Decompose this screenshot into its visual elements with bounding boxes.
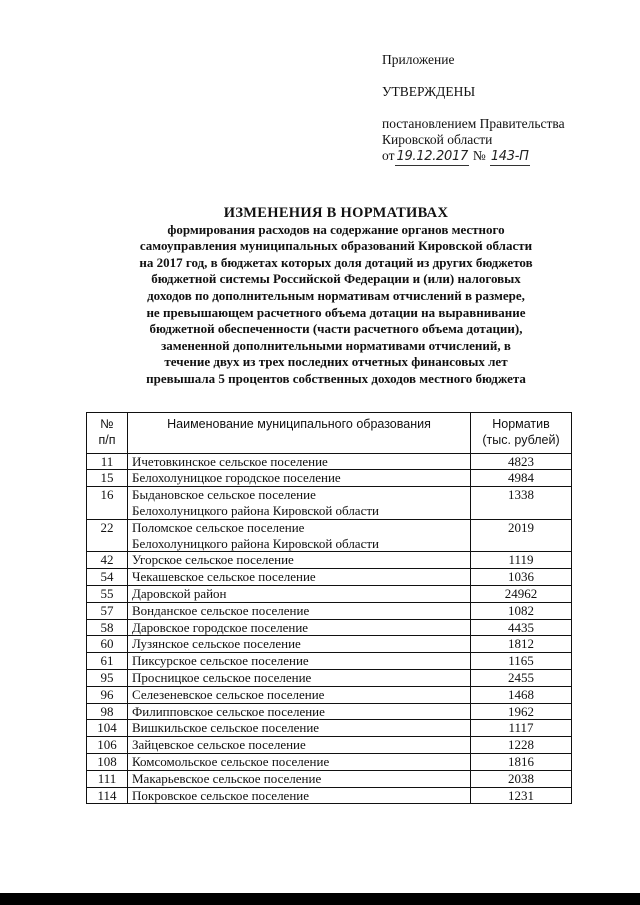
- handwritten-date: 19.12.2017: [396, 149, 468, 164]
- municipality-name: Чекашевское сельское поселение: [132, 569, 316, 585]
- document-heading: [60, 205, 612, 388]
- row-number: 11: [87, 453, 128, 470]
- heading-line: на 2017 год, в бюджетах которых доля дотаций из других бюджетов: [139, 254, 533, 270]
- heading-line: течение двух из трех последних отчетных финансовых лет: [164, 354, 508, 370]
- resolution-line-2: Кировской области: [382, 132, 493, 147]
- row-number: 58: [87, 619, 128, 636]
- municipality-name: Даровское городское поселение: [132, 619, 309, 635]
- heading-line: не превышающем расчетного объема дотации на выравнивание: [146, 304, 526, 320]
- municipality-name: Вонданское сельское поселение: [132, 602, 310, 618]
- table-row: [87, 487, 572, 520]
- heading-line: бюджетной системы Российской Федерации и (или) налоговых: [151, 271, 521, 287]
- municipality-name: Комсомольское сельское поселение: [132, 753, 330, 769]
- row-number: 15: [87, 470, 128, 487]
- row-number: 98: [87, 703, 128, 720]
- row-municipality: [128, 787, 471, 804]
- row-norm-value: 1962: [471, 703, 572, 720]
- row-municipality: [128, 569, 471, 586]
- municipality-name: Пиксурское сельское поселение: [132, 653, 309, 669]
- row-number: 114: [87, 787, 128, 804]
- row-municipality: [128, 602, 471, 619]
- table-row: [87, 737, 572, 754]
- row-number: 60: [87, 636, 128, 653]
- row-municipality: [128, 519, 471, 552]
- municipality-name: Филипповское сельское поселение: [132, 703, 325, 719]
- municipality-name: Ичетовкинское сельское поселение: [132, 453, 328, 469]
- row-norm-value: 1165: [471, 653, 572, 670]
- table-row: [87, 519, 572, 552]
- resolution-date-line: [382, 148, 632, 166]
- row-norm-value: 24962: [471, 585, 572, 602]
- table-row: [87, 585, 572, 602]
- row-municipality: [128, 453, 471, 470]
- municipality-name: Белохолуницкое городское поселение: [132, 470, 341, 486]
- row-norm-value: 1816: [471, 753, 572, 770]
- municipality-name: Зайцевское сельское поселение: [132, 737, 306, 753]
- row-norm-value: 1338: [471, 487, 572, 520]
- row-number: 61: [87, 653, 128, 670]
- approved-label: УТВЕРЖДЕНЫ: [382, 84, 476, 99]
- date-prefix: от: [382, 148, 395, 163]
- row-municipality: [128, 720, 471, 737]
- row-municipality: [128, 770, 471, 787]
- row-number: 111: [87, 770, 128, 787]
- row-municipality: [128, 669, 471, 686]
- table-row: [87, 470, 572, 487]
- row-norm-value: 2038: [471, 770, 572, 787]
- table-row: [87, 753, 572, 770]
- row-number: 54: [87, 569, 128, 586]
- row-norm-value: 4823: [471, 453, 572, 470]
- row-municipality: [128, 585, 471, 602]
- header-value: Норматив (тыс. рублей): [471, 413, 572, 454]
- appendix-label: Приложение: [382, 52, 455, 67]
- approval-block: [382, 52, 632, 166]
- municipality-name: Поломское сельское поселение: [132, 519, 305, 535]
- row-norm-value: 2455: [471, 669, 572, 686]
- row-number: 108: [87, 753, 128, 770]
- resolution-line-1: постановлением Правительства: [382, 116, 565, 131]
- heading-line: замененной дополнительными нормативами отчислений, в: [161, 337, 511, 353]
- row-norm-value: 1468: [471, 686, 572, 703]
- row-norm-value: 1117: [471, 720, 572, 737]
- municipality-name: Селезеневское сельское поселение: [132, 686, 325, 702]
- row-number: 96: [87, 686, 128, 703]
- heading-line: превышала 5 процентов собственных доходов местного бюджета: [146, 370, 526, 386]
- municipality-name: Макарьевское сельское поселение: [132, 770, 322, 786]
- row-norm-value: 1231: [471, 787, 572, 804]
- row-norm-value: 1036: [471, 569, 572, 586]
- municipality-name: Покровское сельское поселение: [132, 787, 310, 803]
- municipality-name: Просницкое сельское поселение: [132, 669, 312, 685]
- row-number: 22: [87, 519, 128, 552]
- table-row: [87, 787, 572, 804]
- table-row: [87, 602, 572, 619]
- scan-edge-bar: [0, 893, 640, 905]
- row-norm-value: 1082: [471, 602, 572, 619]
- table-row: [87, 703, 572, 720]
- table-row: [87, 653, 572, 670]
- number-prefix: №: [472, 148, 486, 163]
- row-number: 42: [87, 552, 128, 569]
- table-row: [87, 453, 572, 470]
- header-name: Наименование муниципального образования: [128, 413, 471, 454]
- table-row: [87, 636, 572, 653]
- table-row: [87, 720, 572, 737]
- row-norm-value: 2019: [471, 519, 572, 552]
- municipality-name: Лузянское сельское поселение: [132, 636, 301, 652]
- municipality-name: Угорское сельское поселение: [132, 552, 294, 568]
- row-number: 104: [87, 720, 128, 737]
- row-municipality: [128, 737, 471, 754]
- row-norm-value: 4984: [471, 470, 572, 487]
- row-number: 95: [87, 669, 128, 686]
- heading-line: формирования расходов на содержание органов местного: [167, 221, 505, 237]
- municipality-district: Белохолуницкого района Кировской области: [132, 535, 379, 551]
- row-norm-value: 1119: [471, 552, 572, 569]
- municipality-name: Даровской район: [132, 585, 227, 601]
- municipality-district: Белохолуницкого района Кировской области: [132, 502, 379, 518]
- table-row: [87, 569, 572, 586]
- row-number: 57: [87, 602, 128, 619]
- row-number: 16: [87, 487, 128, 520]
- table-row: [87, 552, 572, 569]
- row-municipality: [128, 703, 471, 720]
- table-row: [87, 686, 572, 703]
- table-row: [87, 619, 572, 636]
- row-norm-value: 1228: [471, 737, 572, 754]
- heading-line: бюджетной обеспеченности (части расчетного объема дотации),: [149, 321, 523, 337]
- municipality-name: Быдановское сельское поселение: [132, 487, 316, 503]
- table-header-row: [87, 413, 572, 454]
- row-municipality: [128, 753, 471, 770]
- row-municipality: [128, 653, 471, 670]
- row-number: 55: [87, 585, 128, 602]
- row-municipality: [128, 470, 471, 487]
- row-municipality: [128, 552, 471, 569]
- row-municipality: [128, 487, 471, 520]
- row-norm-value: 1812: [471, 636, 572, 653]
- row-norm-value: 4435: [471, 619, 572, 636]
- municipality-name: Вишкильское сельское поселение: [132, 720, 320, 736]
- handwritten-number: 143-П: [490, 149, 529, 164]
- table-row: [87, 669, 572, 686]
- row-municipality: [128, 636, 471, 653]
- norms-table: [86, 412, 572, 804]
- heading-title: ИЗМЕНЕНИЯ В НОРМАТИВАХ: [223, 205, 449, 221]
- table-row: [87, 770, 572, 787]
- header-num: № п/п: [87, 413, 128, 454]
- heading-line: самоуправления муниципальных образований Кировской области: [139, 238, 533, 254]
- heading-line: доходов по дополнительным нормативам отчислений в размере,: [147, 287, 525, 303]
- row-municipality: [128, 686, 471, 703]
- row-number: 106: [87, 737, 128, 754]
- row-municipality: [128, 619, 471, 636]
